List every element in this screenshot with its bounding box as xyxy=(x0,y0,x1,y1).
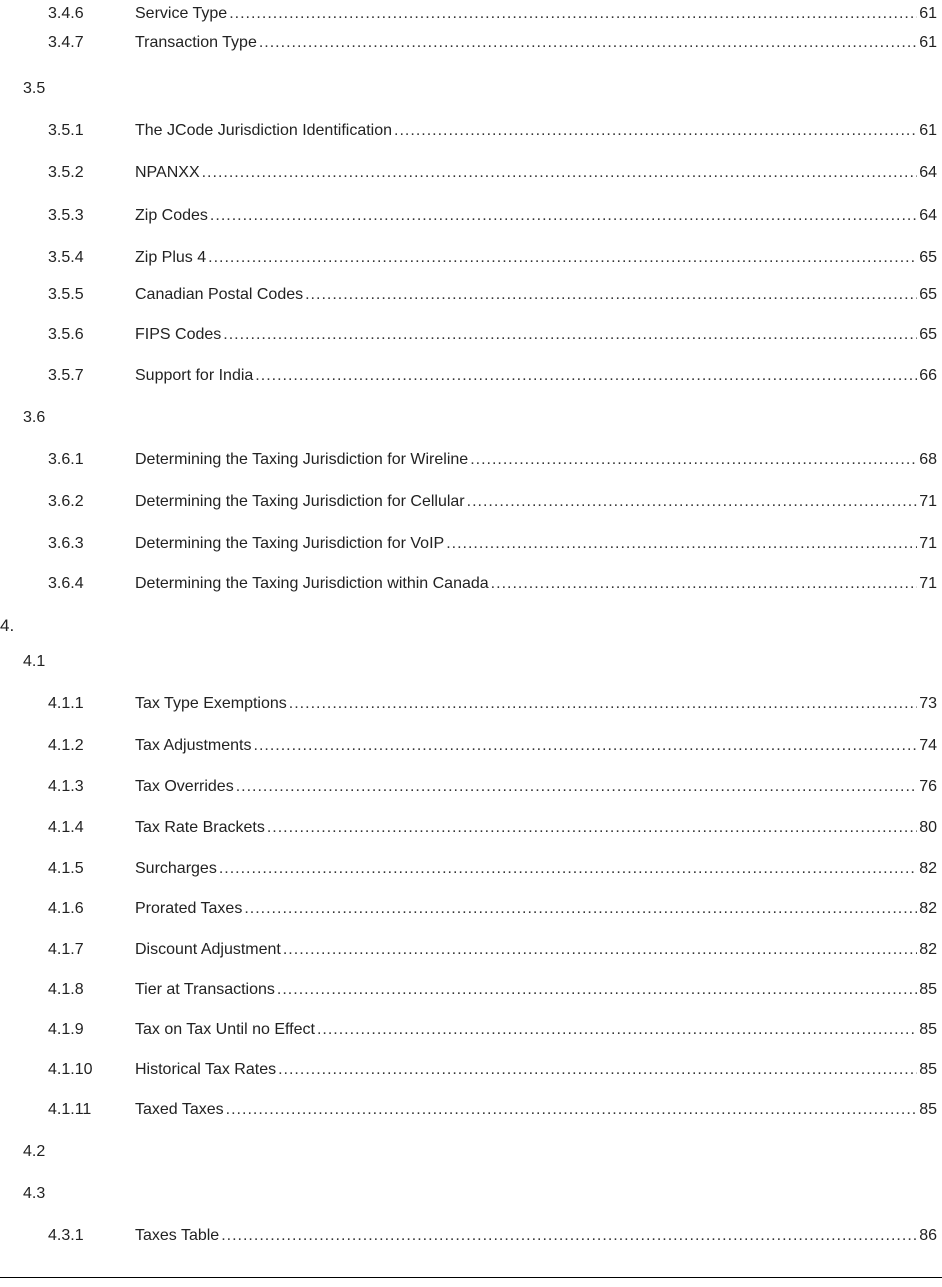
toc-entry-number: 4. xyxy=(0,616,15,635)
toc-page-number[interactable]: 85 xyxy=(919,1021,937,1038)
toc-entry-title[interactable]: Discount Adjustment xyxy=(135,941,281,958)
toc-page-number[interactable]: 82 xyxy=(919,860,937,877)
dot-leader xyxy=(219,856,917,882)
toc-page-number[interactable]: 85 xyxy=(919,1101,937,1118)
toc-entry[interactable] xyxy=(0,1,942,27)
toc-entry[interactable] xyxy=(0,447,942,473)
dot-leader xyxy=(244,896,917,922)
toc-page-number[interactable]: 71 xyxy=(919,575,937,592)
toc-page-number[interactable]: 71 xyxy=(919,535,937,552)
toc-entry[interactable] xyxy=(0,531,942,557)
toc-entry[interactable] xyxy=(0,203,942,229)
dot-leader xyxy=(278,1057,917,1083)
toc-entry-title[interactable]: Taxes Table xyxy=(135,1227,220,1244)
toc-heading xyxy=(0,1139,942,1165)
toc-entry-number: 3.5.5 xyxy=(48,286,84,303)
toc-entry-title[interactable]: Taxed Taxes xyxy=(135,1101,224,1118)
toc-entry-title[interactable]: Service Type xyxy=(135,5,228,22)
dot-leader xyxy=(210,203,917,229)
dot-leader xyxy=(223,322,917,348)
toc-entry-number: 4.1.11 xyxy=(48,1101,92,1118)
toc-entry-number: 3.5.2 xyxy=(48,164,84,181)
toc-page-number[interactable]: 86 xyxy=(919,1227,937,1244)
toc-entry-title[interactable]: Tax Adjustments xyxy=(135,737,252,754)
dot-leader xyxy=(236,774,918,800)
toc-entry[interactable] xyxy=(0,245,942,271)
toc-page-number[interactable]: 82 xyxy=(919,941,937,958)
dot-leader xyxy=(267,815,917,841)
toc-heading xyxy=(0,405,942,431)
toc-entry-number: 3.6.4 xyxy=(48,575,84,592)
dot-leader xyxy=(202,160,918,186)
dot-leader xyxy=(226,1097,918,1123)
toc-entry-title[interactable]: Tax Type Exemptions xyxy=(135,695,287,712)
toc-entry-title[interactable]: Zip Codes xyxy=(135,207,208,224)
toc-heading xyxy=(0,1181,942,1207)
toc-entry[interactable] xyxy=(0,977,942,1003)
toc-entry[interactable] xyxy=(0,571,942,597)
dot-leader xyxy=(208,245,917,271)
toc-page-number[interactable]: 61 xyxy=(919,122,937,139)
dot-leader xyxy=(289,691,917,717)
toc-entry-number: 4.1.6 xyxy=(48,900,84,917)
toc-entry-title[interactable]: Tier at Transactions xyxy=(135,981,275,998)
toc-entry[interactable] xyxy=(0,1223,942,1249)
toc-entry-title[interactable]: Transaction Type xyxy=(135,34,257,51)
toc-entry-number: 3.6.2 xyxy=(48,493,84,510)
toc-page-number[interactable]: 71 xyxy=(919,493,937,510)
dot-leader xyxy=(283,937,917,963)
toc-entry-title[interactable]: Support for India xyxy=(135,367,254,384)
dot-leader xyxy=(317,1017,917,1043)
dot-leader xyxy=(491,571,918,597)
toc-entry-number: 4.1.4 xyxy=(48,819,84,836)
toc-entry-number: 4.1.2 xyxy=(48,737,84,754)
toc-entry-number: 3.5 xyxy=(23,80,46,97)
toc-page-number[interactable]: 85 xyxy=(919,1061,937,1078)
toc-page-number[interactable]: 64 xyxy=(919,207,937,224)
toc-entry[interactable] xyxy=(0,282,942,308)
toc-entry[interactable] xyxy=(0,322,942,348)
dot-leader xyxy=(229,1,917,27)
toc-entry[interactable] xyxy=(0,489,942,515)
toc-page-number[interactable]: 65 xyxy=(919,286,937,303)
toc-entry[interactable] xyxy=(0,363,942,389)
toc-entry[interactable] xyxy=(0,733,942,759)
toc-entry-number: 3.5.1 xyxy=(48,122,84,139)
toc-entry-number: 3.6.3 xyxy=(48,535,84,552)
dot-leader xyxy=(255,363,917,389)
toc-entry-title[interactable]: Tax Rate Brackets xyxy=(135,819,265,836)
toc-entry-title[interactable]: Prorated Taxes xyxy=(135,900,243,917)
toc-entry-title[interactable]: Surcharges xyxy=(135,860,217,877)
toc-entry-number: 3.6 xyxy=(23,409,46,426)
toc-entry[interactable] xyxy=(0,118,942,144)
toc-entry-title[interactable]: Determining the Taxing Jurisdiction for Wireline xyxy=(135,451,469,468)
toc-page-number[interactable]: 76 xyxy=(919,778,937,795)
toc-entry-number: 4.1.9 xyxy=(48,1021,84,1038)
toc-entry-number: 4.1 xyxy=(23,653,46,670)
toc-page-number[interactable]: 66 xyxy=(919,367,937,384)
toc-page-number[interactable]: 74 xyxy=(919,737,937,754)
toc-entry-number: 3.6.1 xyxy=(48,451,84,468)
toc-page-number[interactable]: 64 xyxy=(919,164,937,181)
toc-entry-number: 4.1.5 xyxy=(48,860,84,877)
toc-entry-title[interactable]: Determining the Taxing Jurisdiction for VoIP xyxy=(135,535,445,552)
toc-entry-number: 3.5.7 xyxy=(48,367,84,384)
toc-entry-title[interactable]: Determining the Taxing Jurisdiction within Canada xyxy=(135,575,489,592)
toc-entry-number: 4.3.1 xyxy=(48,1227,84,1244)
toc-entry[interactable] xyxy=(0,1017,942,1043)
toc-page-number[interactable]: 73 xyxy=(919,695,937,712)
dot-leader xyxy=(259,30,917,56)
toc-entry[interactable] xyxy=(0,774,942,800)
toc-entry[interactable] xyxy=(0,937,942,963)
toc-entry[interactable] xyxy=(0,815,942,841)
toc-entry-number: 4.1.10 xyxy=(48,1061,93,1078)
dot-leader xyxy=(446,531,917,557)
toc-entry-title[interactable]: The JCode Jurisdiction Identification xyxy=(135,122,393,139)
toc-entry-title[interactable]: Canadian Postal Codes xyxy=(135,286,304,303)
toc-entry[interactable] xyxy=(0,691,942,717)
toc-entry[interactable] xyxy=(0,896,942,922)
toc-heading xyxy=(0,649,942,675)
toc-page-number[interactable]: 68 xyxy=(919,451,937,468)
toc-page-number[interactable]: 61 xyxy=(919,34,937,51)
toc-entry[interactable] xyxy=(0,160,942,186)
toc-entry-title[interactable]: Zip Plus 4 xyxy=(135,249,207,266)
footer-rule xyxy=(0,1277,942,1278)
toc-entry-title[interactable]: Tax on Tax Until no Effect xyxy=(135,1021,315,1038)
toc-entry-title[interactable]: Tax Overrides xyxy=(135,778,234,795)
dot-leader xyxy=(254,733,918,759)
toc-entry[interactable] xyxy=(0,856,942,882)
toc-page-number[interactable]: 65 xyxy=(919,326,937,343)
toc-entry[interactable] xyxy=(0,30,942,56)
toc-heading xyxy=(0,76,942,102)
toc-entry-number: 3.5.4 xyxy=(48,249,84,266)
toc-page-number[interactable]: 85 xyxy=(919,981,937,998)
toc-entry[interactable] xyxy=(0,1057,942,1083)
toc-entry-number: 3.5.3 xyxy=(48,207,84,224)
toc-entry-number: 4.1.7 xyxy=(48,941,84,958)
dot-leader xyxy=(467,489,918,515)
toc-entry-number: 3.4.6 xyxy=(48,5,84,22)
dot-leader xyxy=(305,282,917,308)
toc-entry-title[interactable]: FIPS Codes xyxy=(135,326,222,343)
toc-page-number[interactable]: 82 xyxy=(919,900,937,917)
toc-entry-number: 3.5.6 xyxy=(48,326,84,343)
toc-page-number[interactable]: 65 xyxy=(919,249,937,266)
toc-heading xyxy=(0,613,942,639)
toc-entry-number: 4.2 xyxy=(23,1143,46,1160)
toc-entry-number: 4.3 xyxy=(23,1185,46,1202)
toc-entry-title[interactable]: Historical Tax Rates xyxy=(135,1061,277,1078)
toc-page-number[interactable]: 61 xyxy=(919,5,937,22)
toc-page-number[interactable]: 80 xyxy=(919,819,937,836)
toc-entry-number: 3.4.7 xyxy=(48,34,84,51)
toc-entry[interactable] xyxy=(0,1097,942,1123)
dot-leader xyxy=(394,118,917,144)
dot-leader xyxy=(277,977,917,1003)
toc-entry-number: 4.1.1 xyxy=(48,695,84,712)
toc-entry-number: 4.1.8 xyxy=(48,981,84,998)
dot-leader xyxy=(470,447,917,473)
toc-entry-number: 4.1.3 xyxy=(48,778,84,795)
toc-entry-title[interactable]: Determining the Taxing Jurisdiction for Cellular xyxy=(135,493,465,510)
toc-entry-title[interactable]: NPANXX xyxy=(135,164,200,181)
dot-leader xyxy=(221,1223,917,1249)
